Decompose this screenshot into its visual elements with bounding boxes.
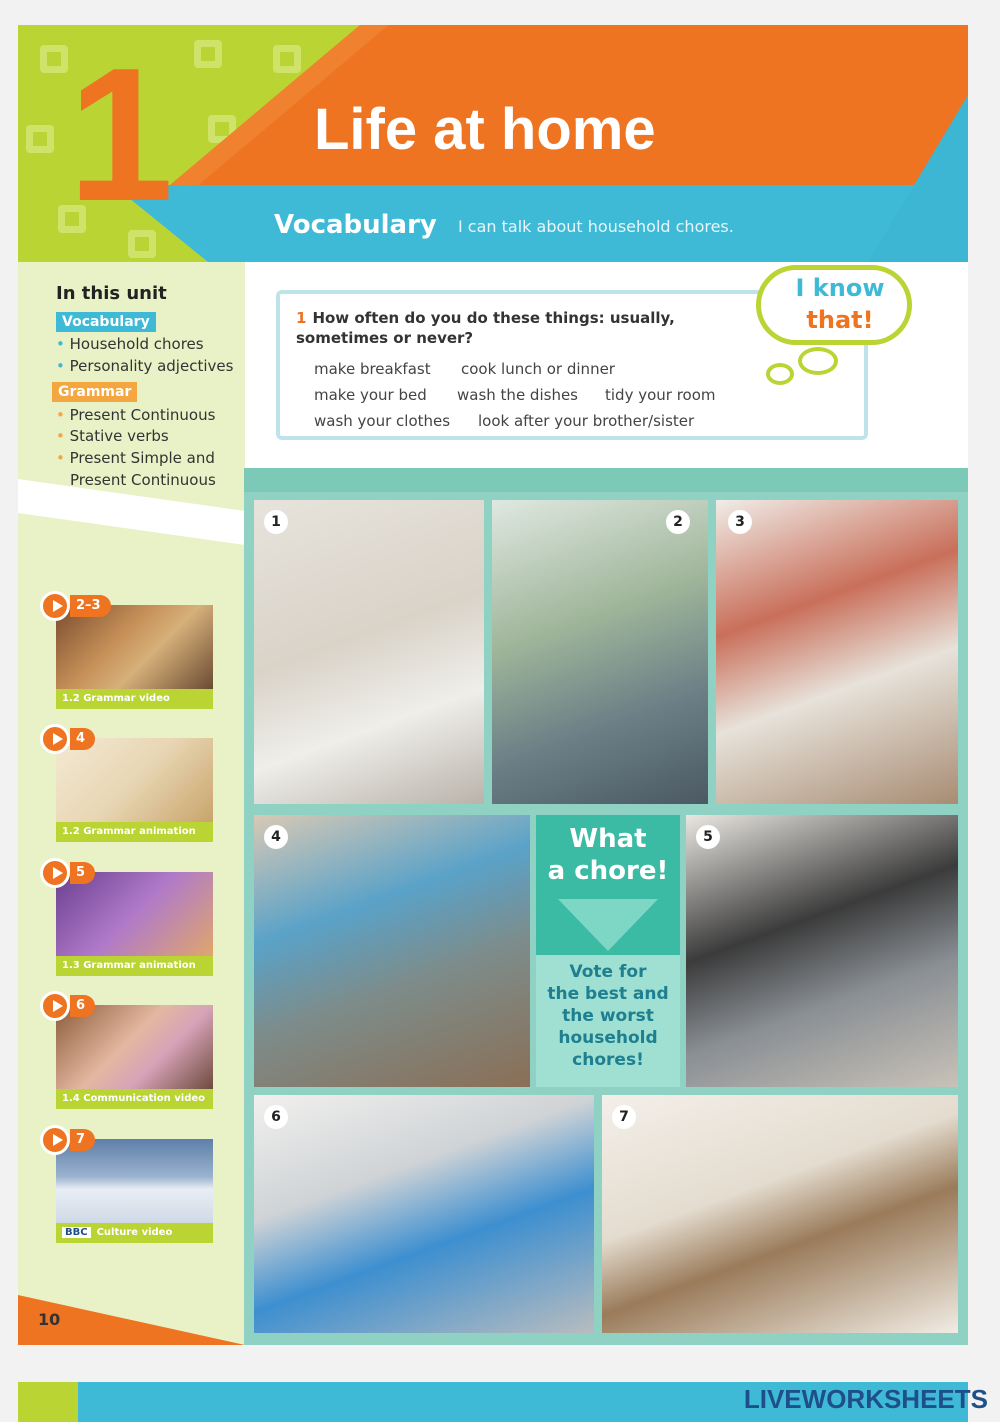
unit-number: 1 [68,29,174,241]
play-icon[interactable] [40,1125,70,1155]
next-page-strip-green [18,1382,78,1422]
bubble-dot [798,347,838,375]
photo-number: 3 [728,510,752,534]
vocabulary-tag: Vocabulary [56,312,156,332]
play-icon[interactable] [40,591,70,621]
play-icon[interactable] [40,991,70,1021]
exercise-number: 1 [296,309,307,327]
grammar-tag: Grammar [52,382,137,402]
media-caption: 1.2 Grammar video [56,689,213,709]
photo-5 [686,815,958,1087]
what-a-chore-box [536,815,680,1087]
unit-list-item: • Present Simple and [56,449,215,467]
photo-4 [254,815,530,1087]
video-thumbnail [56,605,213,689]
play-icon[interactable] [40,858,70,888]
media-number: 7 [70,1129,95,1151]
unit-list-item: • Personality adjectives [56,357,234,375]
play-icon[interactable] [40,724,70,754]
animation-thumbnail [56,738,213,822]
photo-number: 6 [264,1105,288,1129]
unit-list-item: • Present Continuous [56,406,216,424]
media-caption: 1.3 Grammar animation [56,956,213,976]
decor-square [26,125,54,153]
bubble-text-line1: I know [795,274,885,302]
media-thumb[interactable] [56,1129,213,1247]
decor-square [40,45,68,73]
photo-1 [254,500,484,804]
phrase: tidy your room [605,386,716,404]
in-this-unit-heading: In this unit [56,283,167,304]
photo-2 [492,500,708,804]
bubble-text-line2: that! [806,306,874,334]
photo-number: 4 [264,825,288,849]
section-subtitle: I can talk about household chores. [458,217,734,236]
exercise-question: 1 How often do you do these things: usually, sometimes or never? [296,309,675,347]
bbc-logo: BBC [62,1227,91,1238]
photo-number: 7 [612,1105,636,1129]
media-thumb[interactable] [56,862,213,980]
down-arrow-icon [558,899,658,951]
media-caption: 1.2 Grammar animation [56,822,213,842]
page-number: 10 [38,1310,61,1329]
vote-text: Vote for the best and the worst household chores! [547,962,669,1070]
video-thumbnail [56,1139,213,1223]
page-title: Life at home [314,97,656,162]
media-number: 6 [70,995,95,1017]
section-heading: Vocabulary [274,210,437,240]
photo-number: 5 [696,825,720,849]
media-number: 5 [70,862,95,884]
phrase: make breakfast [314,360,431,378]
photo-number: 1 [264,510,288,534]
teal-divider [244,468,968,492]
unit-list-item: Present Continuous [70,471,216,489]
chore-title: What a chore! [547,824,669,886]
unit-list-item: • Stative verbs [56,427,169,445]
phrase: look after your brother/sister [478,412,695,430]
photo-7 [602,1095,958,1333]
photo-6 [254,1095,594,1333]
phrase: cook lunch or dinner [461,360,615,378]
phrase: wash the dishes [457,386,578,404]
media-thumb[interactable] [56,595,213,713]
bubble-dot [766,363,794,385]
media-number: 2–3 [70,595,111,617]
media-caption: BBC Culture video [56,1223,213,1243]
video-thumbnail [56,1005,213,1089]
phrase: wash your clothes [314,412,451,430]
media-caption: 1.4 Communication video [56,1089,213,1109]
watermark-logo: LIVEWORKSHEETS [743,1384,988,1414]
unit-list-item: • Household chores [56,335,204,353]
media-thumb[interactable] [56,728,213,846]
photo-number: 2 [666,510,690,534]
decor-square [273,45,301,73]
textbook-page [18,25,968,1345]
decor-square [194,40,222,68]
photo-3 [716,500,958,804]
phrase: make your bed [314,386,427,404]
media-number: 4 [70,728,95,750]
animation-thumbnail [56,872,213,956]
media-thumb[interactable] [56,995,213,1113]
